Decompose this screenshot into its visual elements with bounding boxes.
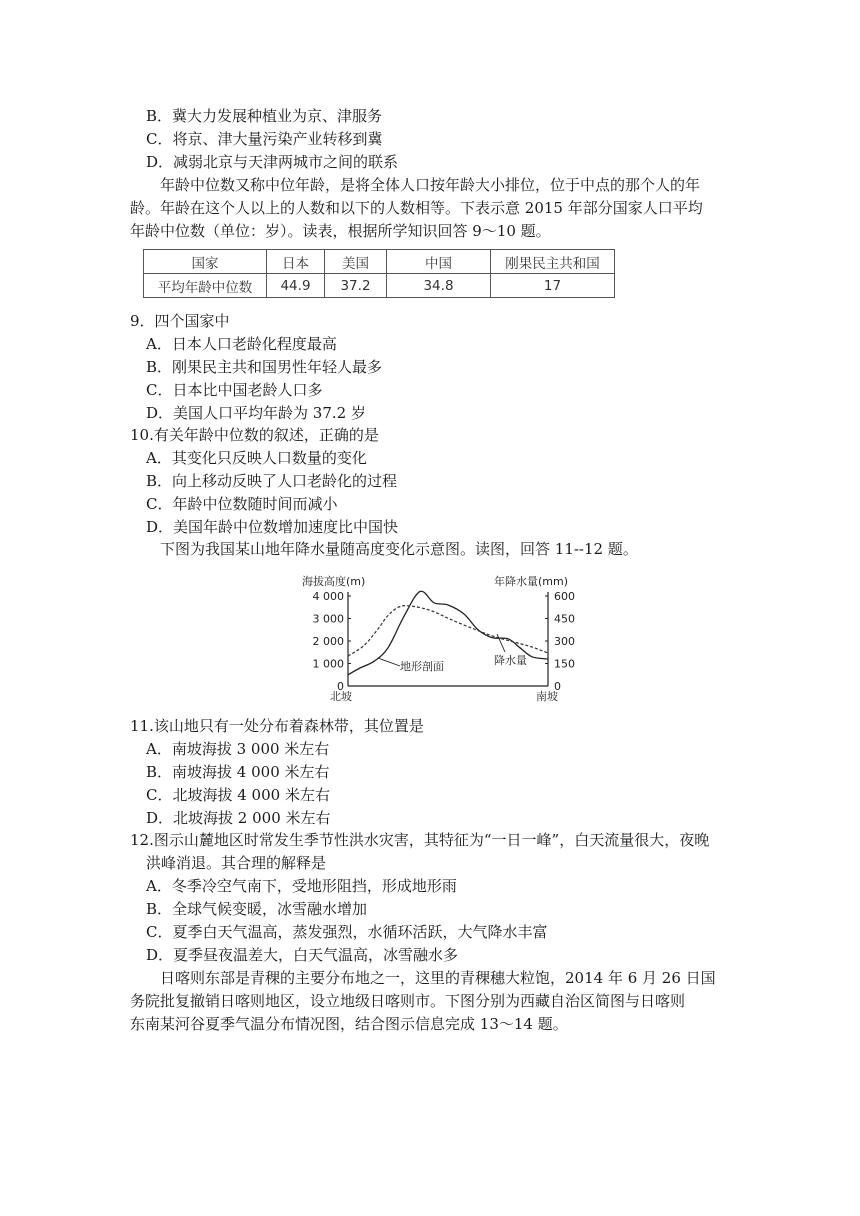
q9-option-c: C．日本比中国老龄人口多 [146, 381, 323, 399]
table-cell: 34.8 [387, 274, 491, 298]
right-tick-label: 600 [554, 590, 575, 603]
table-header-row [144, 250, 615, 274]
right-tick-label: 300 [554, 635, 575, 648]
precip-series-label: 降水量 [494, 654, 527, 667]
median-age-table [143, 249, 615, 298]
table-header-cell: 国家 [144, 250, 267, 274]
q8-option-b: B．冀大力发展种植业为京、津服务 [146, 107, 383, 125]
table-header-cell: 刚果民主共和国 [491, 250, 615, 274]
left-tick-label: 4 000 [312, 590, 344, 603]
table-cell: 44.9 [267, 274, 325, 298]
terrain-leader-line [378, 658, 400, 666]
q12-option-a: A．冬季冷空气南下，受地形阻挡，形成地形雨 [146, 877, 457, 895]
table-cell: 37.2 [325, 274, 387, 298]
x-end-label: 南坡 [536, 690, 558, 703]
intro-9-10-line1: 年龄中位数又称中位年龄，是将全体人口按年龄大小排位，位于中点的那个人的年 [160, 176, 701, 194]
q12-option-c: C．夏季白天气温高，蒸发强烈，水循环活跃，大气降水丰富 [146, 923, 548, 941]
table-cell: 17 [491, 274, 615, 298]
left-tick-label: 3 000 [312, 612, 344, 626]
x-start-label: 北坡 [330, 690, 352, 703]
q10-option-c: C．年龄中位数随时间而减小 [146, 495, 338, 513]
q11-option-c: C．北坡海拔 4 000 米左右 [146, 786, 330, 804]
q9-option-b: B．刚果民主共和国男性年轻人最多 [146, 358, 383, 376]
table-header-cell: 美国 [325, 250, 387, 274]
precipitation-line [348, 606, 548, 656]
q12-stem-line1: 12.图示山麓地区时常发生季节性洪水灾害，其特征为“一日一峰”，白天流量很大，夜晚 [130, 831, 710, 849]
q12-option-b: B．全球气候变暖，冰雪融水增加 [146, 900, 368, 918]
q11-option-b: B．南坡海拔 4 000 米左右 [146, 763, 330, 781]
right-tick-label: 0 [554, 680, 561, 693]
q11-option-a: A．南坡海拔 3 000 米左右 [146, 740, 330, 758]
q11-stem: 11.该山地只有一处分布着森林带，其位置是 [130, 717, 424, 735]
left-tick-label: 2 000 [312, 635, 344, 648]
right-tick-label: 150 [554, 657, 575, 671]
precipitation-elevation-chart [300, 572, 575, 707]
q12-stem-line2: 洪峰消退。其合理的解释是 [146, 854, 327, 872]
left-tick-label: 0 [337, 680, 344, 693]
right-axis-label: 年降水量(mm) [493, 575, 568, 588]
q12-option-d: D．夏季昼夜温差大，白天气温高，冰雪融水多 [146, 946, 459, 964]
table-header-cell: 日本 [267, 250, 325, 274]
q8-option-d: D．减弱北京与天津两城市之间的联系 [146, 153, 399, 171]
q8-option-c: C．将京、津大量污染产业转移到冀 [146, 130, 383, 148]
right-tick-label: 450 [554, 612, 575, 626]
intro-11-12: 下图为我国某山地年降水量随高度变化示意图。读图，回答 11--12 题。 [160, 540, 638, 558]
terrain-series-label: 地形剖面 [400, 660, 444, 673]
q10-option-b: B．向上移动反映了人口老龄化的过程 [146, 472, 398, 490]
intro-9-10-line3: 年龄中位数（单位：岁）。读表，根据所学知识回答 9～10 题。 [130, 222, 551, 240]
precip-leader-line [497, 634, 505, 652]
left-tick-label: 1 000 [312, 657, 344, 671]
intro-9-10-line2: 龄。年龄在这个人以上的人数和以下的人数相等。下表示意 2015 年部分国家人口平均 [130, 199, 703, 217]
q10-option-d: D．美国年龄中位数增加速度比中国快 [146, 518, 399, 536]
q9-option-d: D．美国人口平均年龄为 37.2 岁 [146, 404, 366, 422]
left-axis-label: 海拔高度(m) [302, 575, 366, 588]
table-header-cell: 中国 [387, 250, 491, 274]
table-row [144, 274, 615, 298]
intro-13-14-line1: 日喀则东部是青稞的主要分布地之一，这里的青稞穗大粒饱，2014 年 6 月 26 日国 [160, 969, 716, 987]
q10-option-a: A．其变化只反映人口数量的变化 [146, 449, 367, 467]
q9-stem: 9．四个国家中 [130, 312, 230, 330]
q9-option-a: A．日本人口老龄化程度最高 [146, 335, 337, 353]
intro-13-14-line2: 务院批复撤销日喀则地区，设立地级日喀则市。下图分别为西藏自治区简图与日喀则 [130, 992, 686, 1010]
q11-option-d: D．北坡海拔 2 000 米左右 [146, 809, 331, 827]
q10-stem: 10.有关年龄中位数的叙述，正确的是 [130, 426, 379, 444]
table-row-label: 平均年龄中位数 [144, 274, 267, 298]
intro-13-14-line3: 东南某河谷夏季气温分布情况图，结合图示信息完成 13～14 题。 [130, 1015, 568, 1033]
